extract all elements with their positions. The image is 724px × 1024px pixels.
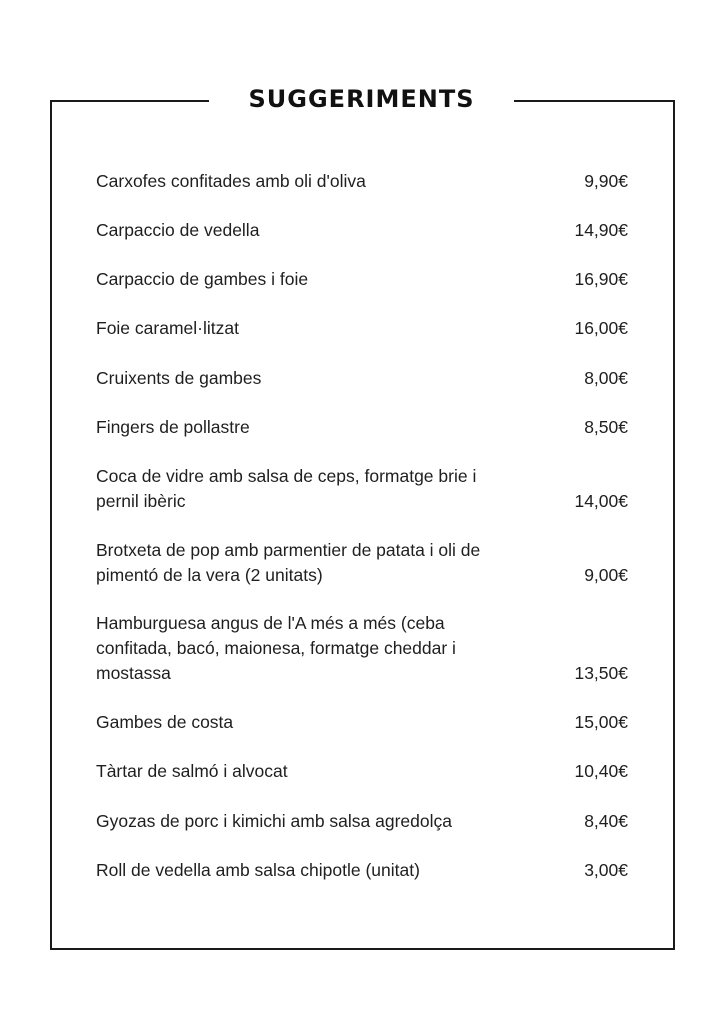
menu-item-price: 14,90€: [574, 220, 628, 240]
menu-item-name: Gyozas de porc i kimichi amb salsa agredolça: [96, 811, 452, 831]
menu-item: [96, 366, 628, 391]
menu-item-name: Coca de vidre amb salsa de ceps, formatge brie i pernil ibèric: [96, 466, 477, 511]
menu-item-name: Carxofes confitades amb oli d'oliva: [96, 171, 366, 191]
menu-item-name: Hamburguesa angus de l'A més a més (ceba confitada, bacó, maionesa, formatge cheddar i mostassa: [96, 613, 456, 683]
menu-item-name: Gambes de costa: [96, 712, 234, 732]
menu-item-name: Tàrtar de salmó i alvocat: [96, 761, 288, 781]
menu-item-price: 8,00€: [584, 368, 628, 388]
menu-item-price: 16,90€: [574, 269, 628, 289]
menu-item: [96, 710, 628, 735]
menu-item-name: Carpaccio de gambes i foie: [96, 269, 309, 289]
menu-item: [96, 464, 628, 514]
menu-item-name: Roll de vedella amb salsa chipotle (unitat): [96, 860, 420, 880]
menu-item: [96, 169, 628, 194]
menu-item-name: Brotxeta de pop amb parmentier de patata i oli de pimentó de la vera (2 unitats): [96, 540, 481, 585]
menu-item: [96, 858, 628, 883]
menu-item-name: Foie caramel·litzat: [96, 318, 239, 338]
menu-item-name: Fingers de pollastre: [96, 417, 250, 437]
title-rule-left: [50, 100, 209, 102]
menu-item-price: 9,90€: [584, 171, 628, 191]
menu-item: [96, 218, 628, 243]
menu-item-price: 14,00€: [574, 491, 628, 511]
menu-item-price: 9,00€: [584, 565, 628, 585]
menu-item: [96, 267, 628, 292]
menu-item-price: 3,00€: [584, 860, 628, 880]
menu-item: [96, 611, 628, 686]
menu-item-price: 13,50€: [574, 663, 628, 683]
menu-item: [96, 415, 628, 440]
menu-item-price: 8,50€: [584, 417, 628, 437]
menu-item: [96, 809, 628, 834]
menu-item-name: Carpaccio de vedella: [96, 220, 260, 240]
menu-item: [96, 538, 628, 588]
menu-item: [96, 759, 628, 784]
menu-item-price: 10,40€: [574, 761, 628, 781]
title-rule-right: [514, 100, 673, 102]
menu-item-price: 16,00€: [574, 318, 628, 338]
menu-item-price: 8,40€: [584, 811, 628, 831]
menu-item-price: 15,00€: [574, 712, 628, 732]
menu-item-name: Cruixents de gambes: [96, 368, 262, 388]
menu-title: SUGGERIMENTS: [248, 85, 475, 113]
menu-item: [96, 316, 628, 341]
